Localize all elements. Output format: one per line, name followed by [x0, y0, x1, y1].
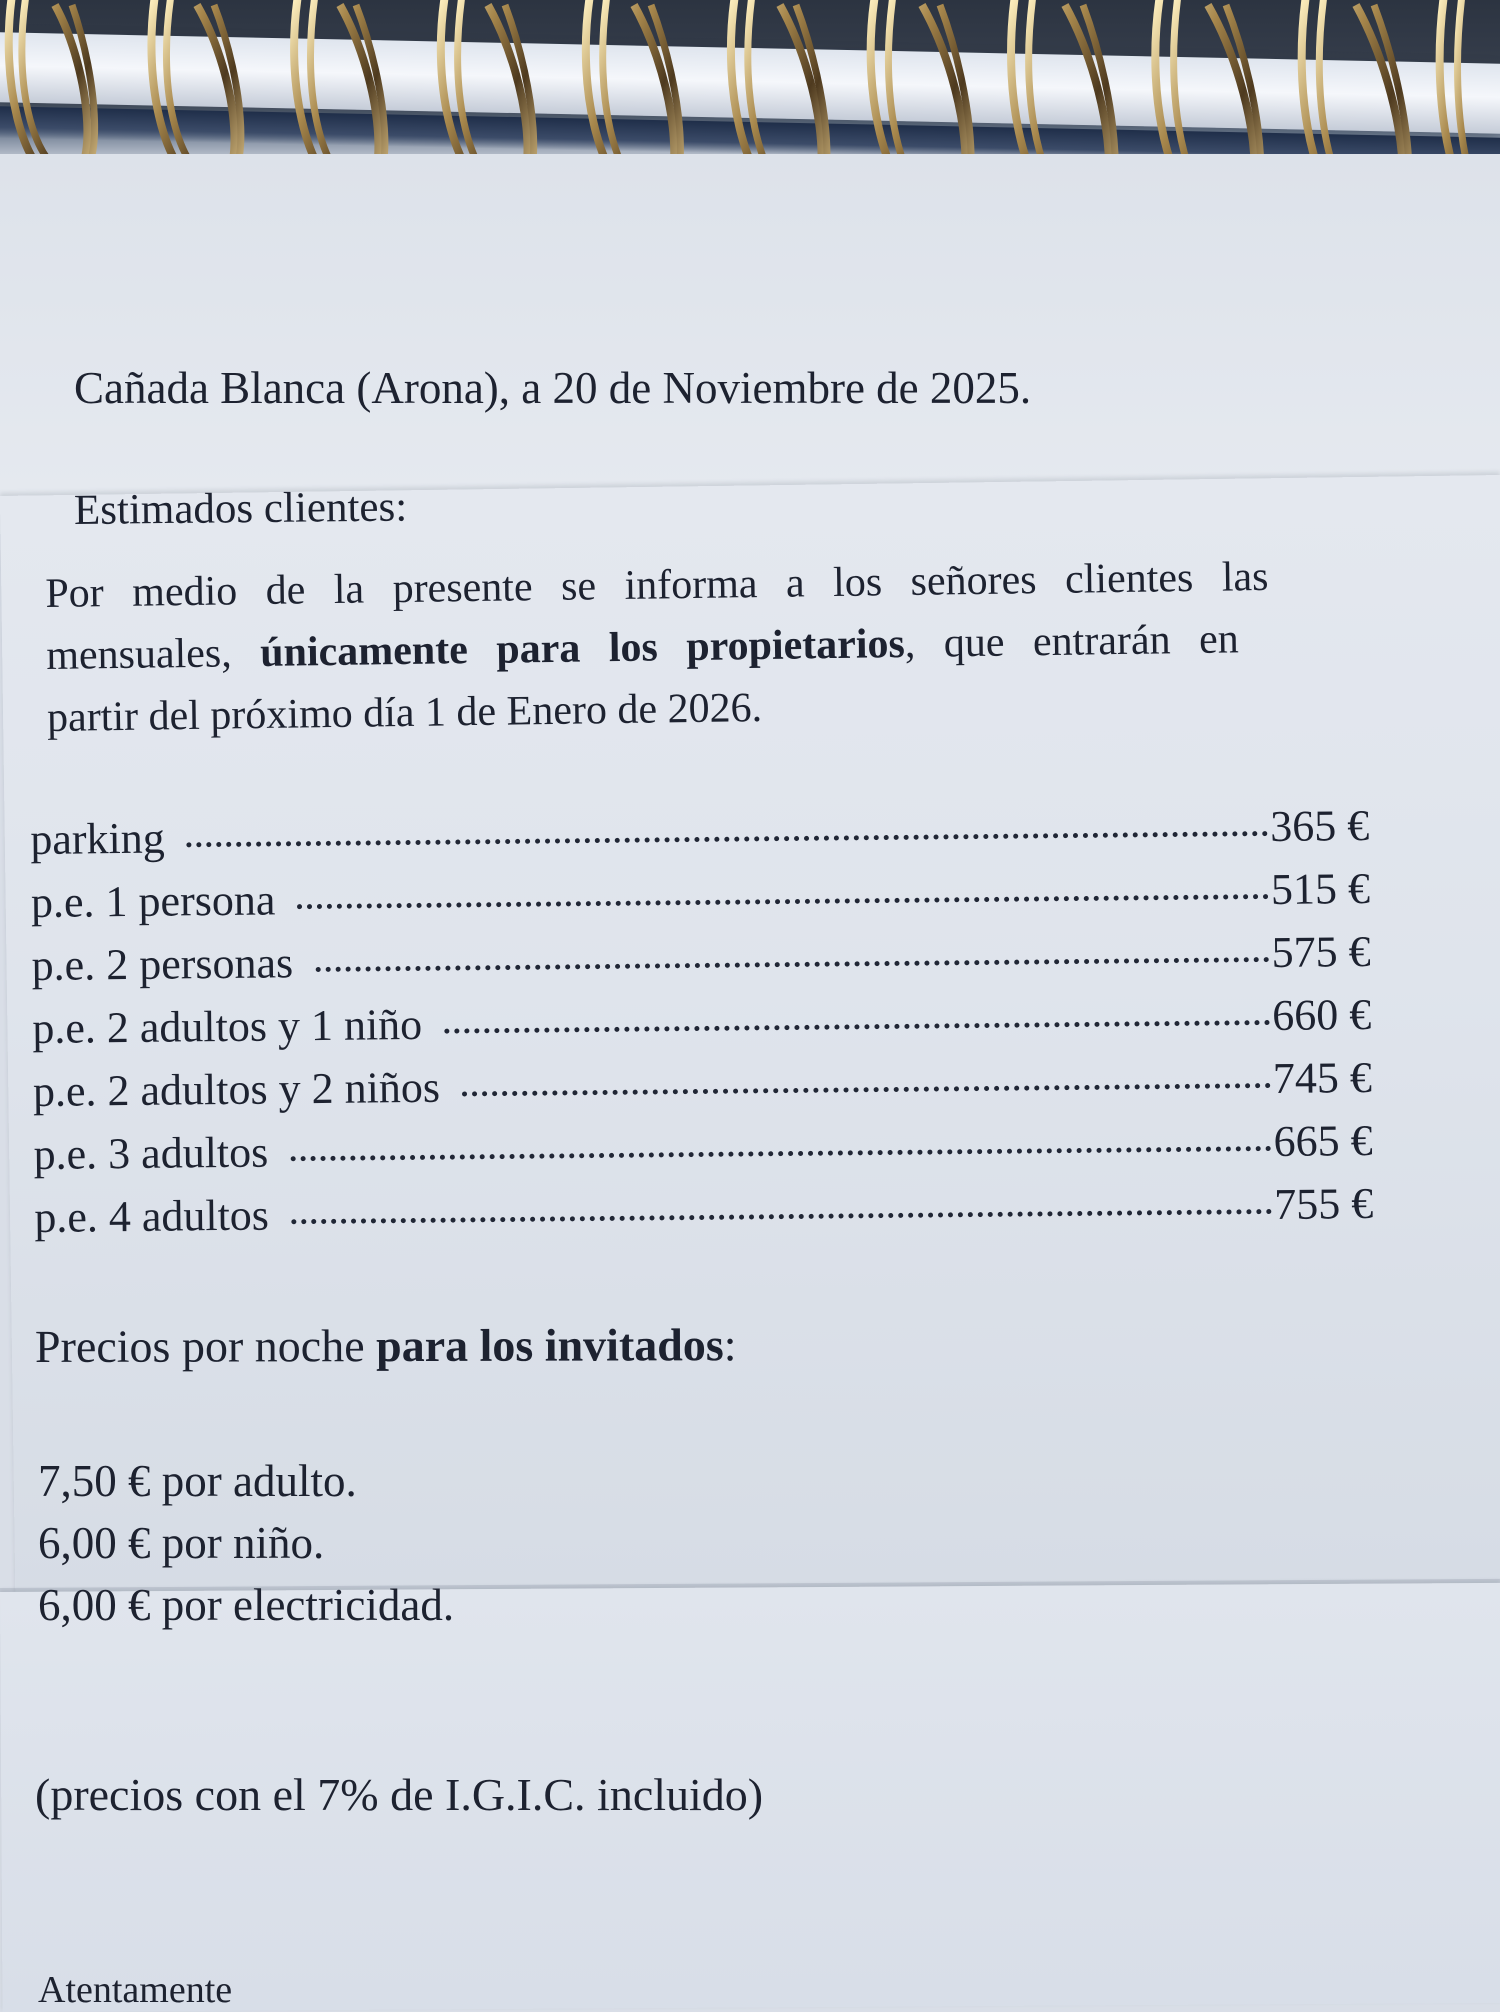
price-label: p.e. 1 persona	[30, 875, 276, 927]
price-label: parking	[30, 813, 165, 864]
dotted-leader	[315, 949, 1270, 972]
price-label: p.e. 2 adultos y 1 niño	[32, 999, 423, 1053]
dotted-leader	[291, 1201, 1272, 1224]
guest-heading-suffix: :	[723, 1319, 737, 1371]
monthly-price-list	[30, 794, 1385, 1249]
dotted-leader	[444, 1012, 1270, 1034]
price-label: p.e. 2 personas	[31, 938, 294, 990]
intro-paragraph	[45, 546, 1500, 746]
closing-line: Atentamente	[38, 1969, 233, 2011]
dotted-leader	[297, 886, 1269, 909]
intro-line-2-suffix: , que entrarán en	[904, 616, 1239, 668]
guest-heading-emphasis: para los invitados	[376, 1319, 724, 1372]
price-value: 665 €	[1273, 1115, 1373, 1166]
owners-only-emphasis: únicamente para los propietarios	[259, 621, 906, 677]
guest-price-heading	[35, 1318, 737, 1373]
price-value: 660 €	[1271, 989, 1372, 1041]
dotted-leader	[290, 1138, 1271, 1161]
date-line: Cañada Blanca (Arona), a 20 de Noviembre de 2025.	[74, 363, 1032, 413]
price-row	[34, 1172, 1385, 1249]
tax-note: (precios con el 7% de I.G.I.C. incluido)	[35, 1769, 764, 1820]
guest-price-line: 7,50 € por adulto.	[38, 1456, 357, 1506]
guest-heading-prefix: Precios por noche	[34, 1320, 377, 1372]
price-label: p.e. 4 adultos	[34, 1190, 270, 1242]
price-label: p.e. 2 adultos y 2 niños	[32, 1062, 441, 1116]
price-value: 365 €	[1270, 800, 1370, 852]
price-value: 755 €	[1273, 1178, 1374, 1229]
price-value: 575 €	[1271, 926, 1371, 978]
price-label: p.e. 3 adultos	[33, 1127, 269, 1179]
dotted-leader	[187, 823, 1269, 847]
dotted-leader	[462, 1075, 1271, 1096]
intro-line-3: partir del próximo día 1 de Enero de 2026.	[46, 685, 763, 741]
guest-price-line: 6,00 € por niño.	[38, 1518, 325, 1568]
intro-line-2-prefix: mensuales,	[45, 630, 233, 679]
price-value: 515 €	[1270, 863, 1371, 915]
guest-price-line: 6,00 € por electricidad.	[38, 1580, 455, 1630]
price-value: 745 €	[1272, 1052, 1373, 1103]
guest-price-list	[38, 1450, 454, 1636]
greeting-line: Estimados clientes:	[73, 483, 408, 534]
intro-line-1: Por medio de la presente se informa a los señores clientes las	[45, 553, 1269, 617]
